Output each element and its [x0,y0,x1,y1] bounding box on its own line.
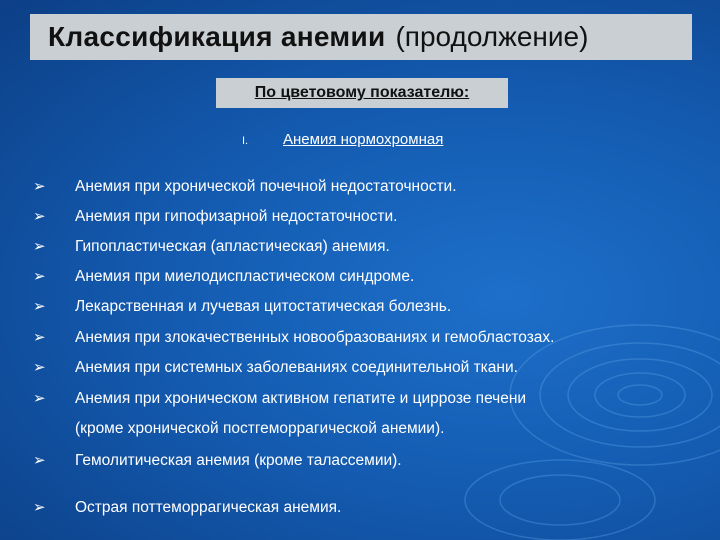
arrow-bullet-icon: ➢ [33,452,46,469]
slide-title [30,14,692,60]
arrow-bullet-icon: ➢ [33,238,46,255]
arrow-bullet-icon: ➢ [33,390,46,407]
list-item-text: Анемия при миелодиспластическом синдроме. [75,268,415,285]
section-heading [242,131,443,148]
list-item-text: Анемия при гипофизарной недостаточности. [75,208,398,225]
section-label: Анемия нормохромная [283,131,444,148]
arrow-bullet-icon: ➢ [33,359,46,376]
slide-title-main: Классификация анемии [48,21,386,52]
list-item [33,178,693,200]
list-item-continuation [33,420,693,442]
list-item [33,329,693,351]
list-item [33,208,693,230]
list-item-text: Анемия при злокачественных новообразованиях и гемобластозах. [75,329,555,346]
list-item-text: Анемия при хронической почечной недостаточности. [75,178,457,195]
section-number: I. [242,135,249,147]
arrow-bullet-icon: ➢ [33,208,46,225]
list-item-text: Анемия при системных заболеваниях соединительной ткани. [75,359,518,376]
list-item [33,359,693,381]
arrow-bullet-icon: ➢ [33,329,46,346]
list-item-text: Гипопластическая (апластическая) анемия. [75,238,390,255]
arrow-bullet-icon: ➢ [33,499,46,516]
list-item [33,298,693,320]
list-item-text: Острая поттеморрагическая анемия. [75,499,342,516]
list-item-text: Гемолитическая анемия (кроме талассемии). [75,452,402,469]
list-item [33,499,693,521]
list-item [33,390,693,412]
arrow-bullet-icon: ➢ [33,178,46,195]
list-item-text: (кроме хронической постгеморрагической анемии). [75,420,445,437]
list-item-text: Анемия при хроническом активном гепатите и циррозе печени [75,390,527,407]
list-item [33,238,693,260]
arrow-bullet-icon: ➢ [33,298,46,315]
slide-title-continuation: (продолжение) [395,21,589,52]
list-item [33,452,693,474]
arrow-bullet-icon: ➢ [33,268,46,285]
list-item [33,268,693,290]
slide-subtitle: По цветовому показателю: [216,78,508,108]
list-item-text: Лекарственная и лучевая цитостатическая болезнь. [75,298,452,315]
